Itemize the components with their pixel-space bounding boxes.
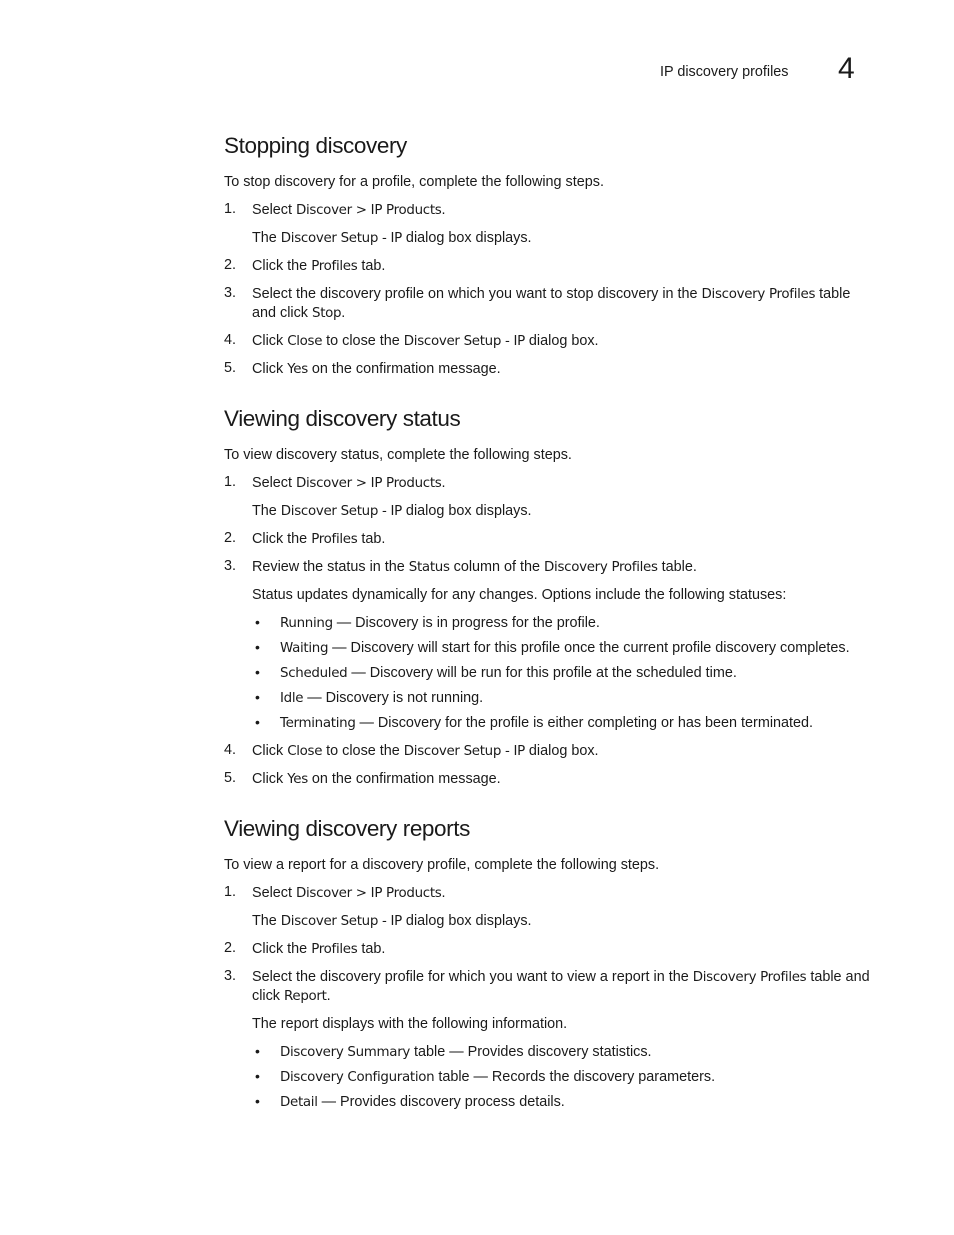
- section-heading-viewing-discovery-status: Viewing discovery status: [224, 406, 461, 431]
- section-intro: To view discovery status, complete the following steps.: [224, 447, 572, 463]
- bullet-text: [280, 614, 600, 633]
- ui-term: Stop: [312, 306, 342, 321]
- ui-term: Discovery Profiles: [701, 287, 816, 302]
- ui-term: Discovery Summary: [280, 1045, 411, 1060]
- bullet-icon: •: [255, 689, 260, 705]
- ui-term: Close: [287, 334, 323, 349]
- ui-term: Status: [408, 560, 450, 575]
- step-text-part: on the confirmation message.: [307, 771, 501, 787]
- bullet-icon: •: [255, 1093, 260, 1109]
- step-number: 2.: [224, 530, 237, 546]
- bullet-desc: — Discovery will start for this profile once the current profile discovery completes.: [328, 640, 850, 656]
- step-text-part: tab.: [357, 531, 386, 547]
- step-text-part: table and click: [252, 969, 870, 1004]
- bullet-icon: •: [255, 714, 260, 730]
- ui-term: Discover > IP Products: [296, 886, 442, 901]
- step-text-part: Review the status in the: [252, 559, 409, 575]
- step-number: 1.: [224, 474, 237, 490]
- ui-term: Discover Setup - IP: [403, 334, 525, 349]
- bullet-text: [280, 1068, 715, 1087]
- step-text: [252, 558, 872, 577]
- ui-term: Yes: [287, 772, 308, 787]
- section-intro: To view a report for a discovery profile, complete the following steps.: [224, 857, 660, 873]
- ui-term: Profiles: [311, 532, 358, 547]
- step-text: [252, 940, 872, 959]
- section-intro: To stop discovery for a profile, complete the following steps.: [224, 174, 604, 190]
- step-text-part: Click: [252, 333, 288, 349]
- bullet-icon: •: [255, 1068, 260, 1084]
- step-number: 2.: [224, 257, 237, 273]
- section-heading-viewing-discovery-reports: Viewing discovery reports: [224, 816, 470, 841]
- step-text-part: tab.: [357, 258, 386, 274]
- step-text-part: to close the: [322, 333, 404, 349]
- bullet-desc: — Discovery for the profile is either completing or has been terminated.: [355, 715, 814, 731]
- ui-term: Discover > IP Products: [296, 203, 442, 218]
- step-text: [252, 770, 872, 789]
- step-text-part: The: [252, 230, 281, 246]
- bullet-text: [280, 689, 483, 708]
- ui-term: Discover > IP Products: [296, 476, 442, 491]
- ui-term: Discover Setup - IP: [280, 231, 402, 246]
- step-text-part: table.: [657, 559, 697, 575]
- step-text-part: .: [341, 305, 346, 321]
- step-note: [252, 502, 532, 521]
- bullet-icon: •: [255, 614, 260, 630]
- step-text: [252, 742, 872, 761]
- ui-term: Discovery Profiles: [544, 560, 658, 575]
- bullet-text: [280, 1043, 652, 1062]
- bullet-icon: •: [255, 1043, 260, 1059]
- ui-term: Profiles: [311, 259, 358, 274]
- step-number: 2.: [224, 940, 237, 956]
- step-text-part: Click the: [252, 531, 312, 547]
- step-text-part: dialog box.: [524, 333, 599, 349]
- bullet-text: [280, 664, 737, 683]
- step-text-part: Select: [252, 885, 296, 901]
- ui-term: Detail: [280, 1095, 318, 1110]
- step-text-part: Click: [252, 743, 288, 759]
- step-text: [252, 474, 872, 493]
- step-text-part: .: [441, 885, 446, 901]
- step-text-part: on the confirmation message.: [307, 361, 501, 377]
- ui-term: Discover Setup - IP: [280, 504, 402, 519]
- header-section-title: IP discovery profiles: [660, 64, 789, 80]
- ui-term: Report: [283, 989, 327, 1004]
- step-text-part: .: [326, 988, 331, 1004]
- step-number: 3.: [224, 968, 237, 984]
- ui-term: Discovery Configuration: [280, 1070, 435, 1085]
- step-text: [252, 530, 872, 549]
- ui-term: Terminating: [280, 716, 356, 731]
- bullet-icon: •: [255, 664, 260, 680]
- step-text-part: Click: [252, 361, 288, 377]
- step-text-part: Select: [252, 475, 296, 491]
- bullet-desc: — Discovery will be run for this profile at the scheduled time.: [347, 665, 737, 681]
- ui-term: Scheduled: [280, 666, 348, 681]
- section-heading-stopping-discovery: Stopping discovery: [224, 133, 407, 158]
- step-text-part: Click the: [252, 941, 312, 957]
- step-text-part: Click the: [252, 258, 312, 274]
- ui-term: Close: [287, 744, 323, 759]
- step-note: The report displays with the following information.: [252, 1016, 568, 1032]
- ui-term: Discover Setup - IP: [403, 744, 525, 759]
- step-text-part: .: [441, 475, 446, 491]
- step-text-part: column of the: [449, 559, 545, 575]
- step-text-part: Select the discovery profile on which you want to stop discovery in the: [252, 286, 702, 302]
- step-text-part: to close the: [322, 743, 404, 759]
- bullet-desc: — Discovery is in progress for the profile.: [332, 615, 600, 631]
- step-number: 5.: [224, 360, 237, 376]
- step-text: [252, 285, 872, 323]
- bullet-text: [280, 714, 813, 733]
- step-number: 3.: [224, 285, 237, 301]
- ui-term: Yes: [287, 362, 308, 377]
- ui-term: Discover Setup - IP: [280, 914, 402, 929]
- step-text-part: dialog box displays.: [401, 913, 532, 929]
- bullet-desc: table — Records the discovery parameters.: [434, 1069, 716, 1085]
- ui-term: Idle: [280, 691, 304, 706]
- bullet-desc: — Discovery is not running.: [303, 690, 484, 706]
- bullet-desc: — Provides discovery process details.: [317, 1094, 565, 1110]
- step-text-part: The: [252, 503, 281, 519]
- step-number: 1.: [224, 201, 237, 217]
- ui-term: Waiting: [280, 641, 329, 656]
- step-number: 3.: [224, 558, 237, 574]
- ui-term: Running: [280, 616, 333, 631]
- step-text-part: Select: [252, 202, 296, 218]
- step-text: [252, 257, 872, 276]
- step-text-part: Click: [252, 771, 288, 787]
- ui-term: Discovery Profiles: [692, 970, 807, 985]
- step-note: Status updates dynamically for any changes. Options include the following statuses:: [252, 587, 787, 603]
- step-text: [252, 884, 872, 903]
- step-text: [252, 968, 872, 1006]
- step-text-part: .: [441, 202, 446, 218]
- step-text: [252, 332, 872, 351]
- step-text-part: The: [252, 913, 281, 929]
- header-chapter-number: 4: [838, 52, 855, 85]
- ui-term: Profiles: [311, 942, 358, 957]
- step-note: [252, 912, 532, 931]
- step-text-part: dialog box displays.: [401, 503, 532, 519]
- step-text-part: table and click: [252, 286, 851, 321]
- bullet-text: [280, 1093, 565, 1112]
- step-number: 5.: [224, 770, 237, 786]
- step-number: 1.: [224, 884, 237, 900]
- step-note: [252, 229, 532, 248]
- step-text-part: dialog box displays.: [401, 230, 532, 246]
- step-text: [252, 360, 872, 379]
- step-text: [252, 201, 872, 220]
- step-number: 4.: [224, 742, 237, 758]
- step-text-part: tab.: [357, 941, 386, 957]
- bullet-icon: •: [255, 639, 260, 655]
- bullet-desc: table — Provides discovery statistics.: [410, 1044, 652, 1060]
- step-text-part: dialog box.: [524, 743, 599, 759]
- bullet-text: [280, 639, 850, 658]
- step-number: 4.: [224, 332, 237, 348]
- step-text-part: Select the discovery profile for which you want to view a report in the: [252, 969, 693, 985]
